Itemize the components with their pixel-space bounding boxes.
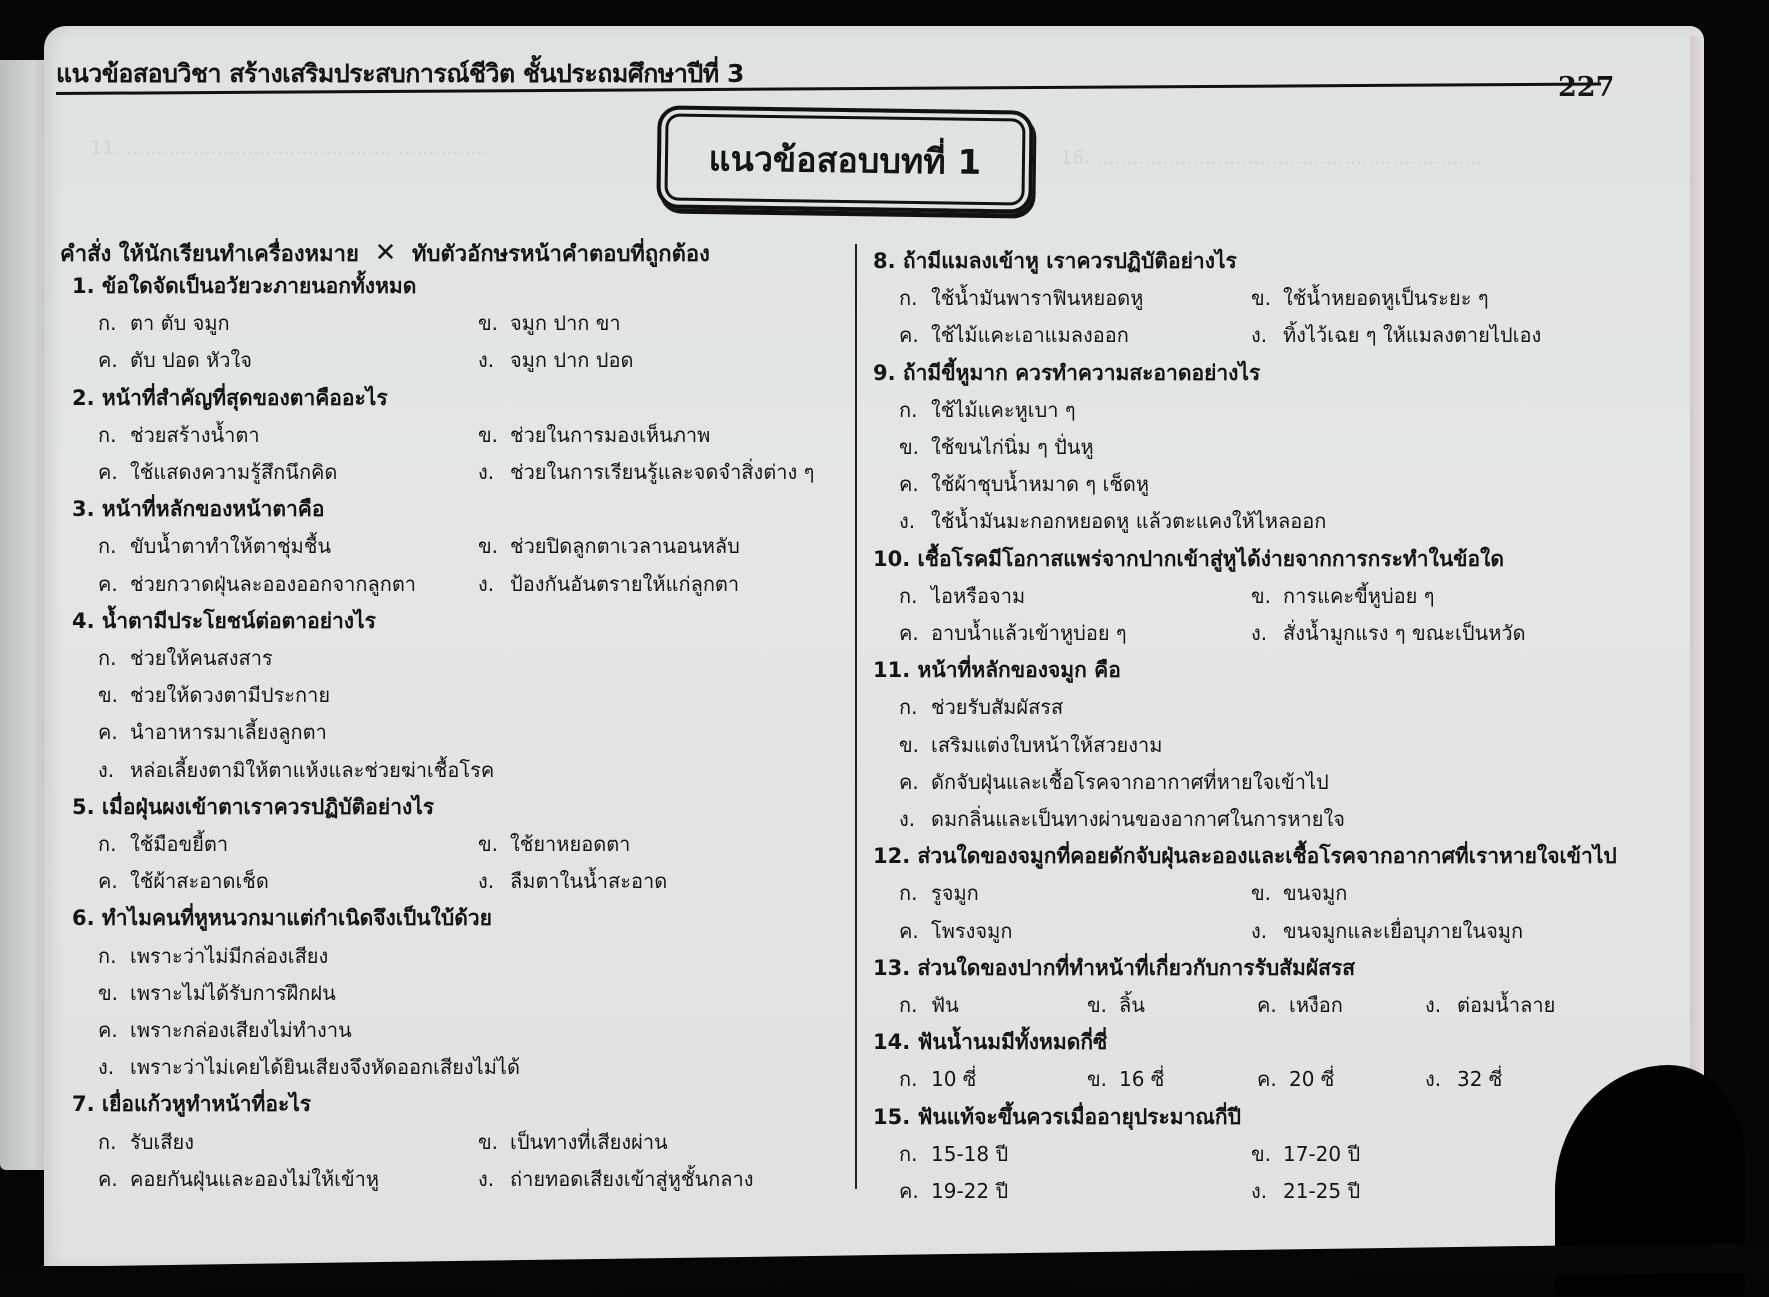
option-letter: ค. xyxy=(98,348,118,373)
section-title-box xyxy=(656,105,1033,213)
question-6 xyxy=(72,900,842,1086)
answer-option[interactable] xyxy=(98,714,842,751)
option-letter: ข. xyxy=(478,1129,499,1154)
option-text: ช่วยรับสัมผัสรส xyxy=(931,695,1064,720)
answer-option[interactable] xyxy=(478,305,842,342)
option-text: ป้องกันอันตรายให้แก่ลูกตา xyxy=(510,571,740,596)
option-text: เพราะกล่องเสียงไม่ทำงาน xyxy=(130,1018,352,1043)
answer-option[interactable] xyxy=(98,938,842,975)
option-letter: ข. xyxy=(1251,881,1272,906)
instruction-text-before: คำสั่ง ให้นักเรียนทำเครื่องหมาย xyxy=(60,242,359,267)
answer-option[interactable] xyxy=(899,466,1673,503)
answer-options xyxy=(873,392,1673,541)
column-divider xyxy=(855,244,857,1189)
option-text: ใช้ไม้แคะเอาแมลงออก xyxy=(931,323,1129,348)
answer-option[interactable] xyxy=(899,1173,1251,1210)
option-letter: ก. xyxy=(899,1067,918,1092)
left-column xyxy=(72,268,842,1198)
option-letter: ค. xyxy=(1257,993,1277,1018)
option-letter: ค. xyxy=(899,769,919,794)
option-letter: ก. xyxy=(98,422,117,447)
answer-options xyxy=(873,987,1673,1024)
option-text: ต่อมน้ำลาย xyxy=(1457,993,1556,1018)
option-text: ช่วยสร้างน้ำตา xyxy=(130,422,260,447)
option-letter: ง. xyxy=(98,1055,115,1080)
answer-option[interactable] xyxy=(899,392,1673,429)
option-text: ช่วยปิดลูกตาเวลานอนหลับ xyxy=(510,534,740,559)
option-text: ใช้มือขยี้ตา xyxy=(130,832,229,857)
option-text: 32 ซี่ xyxy=(1457,1067,1503,1092)
question-15 xyxy=(873,1099,1673,1211)
option-text: โพรงจมูก xyxy=(931,918,1013,943)
answer-options xyxy=(72,305,842,379)
previous-page-edge xyxy=(0,60,48,1170)
option-text: คอยกันฝุ่นและอองไม่ให้เข้าหู xyxy=(130,1166,380,1191)
answer-options xyxy=(873,689,1673,838)
option-letter: ก. xyxy=(98,311,117,336)
answer-option[interactable] xyxy=(98,1161,478,1198)
question-11 xyxy=(873,652,1673,838)
option-letter: ง. xyxy=(899,807,916,832)
answer-option[interactable] xyxy=(899,280,1251,317)
answer-option[interactable] xyxy=(1251,317,1673,354)
option-text: ตา ตับ จมูก xyxy=(130,311,230,336)
option-letter: ง. xyxy=(1251,918,1268,943)
option-text: เป็นทางที่เสียงผ่าน xyxy=(510,1129,668,1154)
option-letter: ง. xyxy=(1425,1067,1442,1092)
answer-option[interactable] xyxy=(899,429,1673,466)
option-letter: ก. xyxy=(98,832,117,857)
question-stem: 4. น้ำตามีประโยชน์ต่อตาอย่างไร xyxy=(72,608,376,633)
answer-option[interactable] xyxy=(899,317,1251,354)
answer-options xyxy=(873,1061,1673,1098)
option-letter: ก. xyxy=(899,695,918,720)
question-stem: 6. ทำไมคนที่หูหนวกมาแต่กำเนิดจึงเป็นใบ้ด้วย xyxy=(72,906,492,931)
option-text: รูจมูก xyxy=(931,881,979,906)
option-letter: ก. xyxy=(98,534,117,559)
option-text: ใช้ขนไก่นิ่ม ๆ ปั่นหู xyxy=(931,435,1094,460)
answer-option[interactable] xyxy=(478,826,842,863)
question-2 xyxy=(72,380,842,492)
option-text: 16 ซี่ xyxy=(1119,1067,1165,1092)
option-letter: ค. xyxy=(899,1179,919,1204)
option-letter: ค. xyxy=(1257,1067,1277,1092)
option-text: ทิ้งไว้เฉย ๆ ให้แมลงตายไปเอง xyxy=(1283,323,1542,348)
question-stem: 11. หน้าที่หลักของจมูก คือ xyxy=(873,658,1121,683)
page-number: 227 xyxy=(1558,72,1615,103)
option-text: เพราะว่าไม่มีกล่องเสียง xyxy=(130,943,329,968)
answer-option[interactable] xyxy=(1257,987,1425,1024)
answer-option[interactable] xyxy=(899,1061,1087,1098)
answer-options xyxy=(873,1136,1673,1210)
answer-option[interactable] xyxy=(899,1136,1251,1173)
answer-option[interactable] xyxy=(1251,913,1673,950)
option-text: ลิ้น xyxy=(1119,993,1145,1018)
option-text: ใช้แสดงความรู้สึกนึกคิด xyxy=(130,460,338,485)
question-stem: 13. ส่วนใดของปากที่ทำหน้าที่เกี่ยวกับการรับสัมผัสรส xyxy=(873,955,1356,980)
question-stem: 9. ถ้ามีขี้หูมาก ควรทำความสะอาดอย่างไร xyxy=(873,360,1261,385)
question-stem: 3. หน้าที่หลักของหน้าตาคือ xyxy=(72,497,325,522)
option-text: จมูก ปาก ปอด xyxy=(510,348,634,373)
question-stem: 7. เยื่อแก้วหูทำหน้าที่อะไร xyxy=(72,1092,312,1117)
option-text: ใช้ยาหยอดตา xyxy=(510,832,631,857)
option-text: ตับ ปอด หัวใจ xyxy=(130,348,252,373)
option-text: 17-20 ปี xyxy=(1283,1141,1361,1166)
option-text: นำอาหารมาเลี้ยงลูกตา xyxy=(130,720,327,745)
answer-option[interactable] xyxy=(1251,615,1673,652)
option-letter: ค. xyxy=(98,571,118,596)
answer-option[interactable] xyxy=(899,987,1087,1024)
answer-option[interactable] xyxy=(478,1124,842,1161)
option-letter: ก. xyxy=(899,881,918,906)
answer-options xyxy=(873,875,1673,949)
answer-option[interactable] xyxy=(98,454,478,491)
option-text: ใช้ไม้แคะหูเบา ๆ xyxy=(931,397,1076,422)
option-text: ไอหรือจาม xyxy=(931,583,1026,608)
option-letter: ง. xyxy=(478,1166,495,1191)
option-text: รับเสียง xyxy=(130,1129,194,1154)
answer-option[interactable] xyxy=(98,975,842,1012)
answer-option[interactable] xyxy=(98,342,478,379)
question-stem: 5. เมื่อฝุ่นผงเข้าตาเราควรปฏิบัติอย่างไร xyxy=(72,794,435,819)
option-letter: ง. xyxy=(1251,1179,1268,1204)
answer-option[interactable] xyxy=(478,454,842,491)
option-letter: ข. xyxy=(478,311,499,336)
option-letter: ก. xyxy=(899,583,918,608)
answer-option[interactable] xyxy=(899,875,1251,912)
answer-option[interactable] xyxy=(899,801,1673,838)
answer-option[interactable] xyxy=(98,863,478,900)
answer-option[interactable] xyxy=(478,863,842,900)
option-letter: ค. xyxy=(899,621,919,646)
answer-option[interactable] xyxy=(98,305,478,342)
answer-options xyxy=(72,1124,842,1198)
option-text: ช่วยให้ดวงตามีประกาย xyxy=(130,683,331,708)
option-letter: ข. xyxy=(1251,583,1272,608)
option-letter: ง. xyxy=(478,348,495,373)
cross-mark-icon: ✕ xyxy=(374,238,397,268)
option-letter: ข. xyxy=(478,832,499,857)
answer-option[interactable] xyxy=(98,1049,842,1086)
option-text: ช่วยในการมองเห็นภาพ xyxy=(510,422,711,447)
answer-option[interactable] xyxy=(478,417,842,454)
answer-option[interactable] xyxy=(98,1012,842,1049)
question-stem: 12. ส่วนใดของจมูกที่คอยดักจับฝุ่นละอองและเชื้อโรคจากอากาศที่เราหายใจเข้าไป xyxy=(873,844,1617,869)
option-letter: ง. xyxy=(1425,993,1442,1018)
option-text: ขนจมูก xyxy=(1283,881,1348,906)
answer-option[interactable] xyxy=(478,566,842,603)
option-letter: ง. xyxy=(478,869,495,894)
option-letter: ก. xyxy=(899,1141,918,1166)
option-text: ใช้น้ำมันพาราฟินหยอดหู xyxy=(931,286,1144,311)
option-letter: ข. xyxy=(98,980,119,1005)
option-text: ขับน้ำตาทำให้ตาชุ่มชื้น xyxy=(130,534,332,559)
option-letter: ก. xyxy=(98,1129,117,1154)
option-text: เสริมแต่งใบหน้าให้สวยงาม xyxy=(931,732,1163,757)
option-text: จมูก ปาก ขา xyxy=(510,311,621,336)
answer-option[interactable] xyxy=(899,689,1673,726)
option-letter: ก. xyxy=(98,943,117,968)
answer-options xyxy=(72,640,842,789)
option-letter: ง. xyxy=(1251,323,1268,348)
answer-options xyxy=(72,938,842,1087)
option-text: ใช้น้ำหยอดหูเป็นระยะ ๆ xyxy=(1283,286,1489,311)
option-text: ช่วยในการเรียนรู้และจดจำสิ่งต่าง ๆ xyxy=(510,460,815,485)
option-letter: ค. xyxy=(899,323,919,348)
answer-option[interactable] xyxy=(98,677,842,714)
answer-option[interactable] xyxy=(98,640,842,677)
option-letter: ค. xyxy=(899,472,919,497)
option-text: ดักจับฝุ่นและเชื้อโรคจากอากาศที่หายใจเข้าไป xyxy=(931,769,1329,794)
option-letter: ข. xyxy=(1251,286,1272,311)
option-letter: ง. xyxy=(899,509,916,534)
option-text: สั่งน้ำมูกแรง ๆ ขณะเป็นหวัด xyxy=(1283,621,1526,646)
answer-option[interactable] xyxy=(1251,578,1673,615)
option-text: ช่วยกวาดฝุ่นละอองออกจากลูกตา xyxy=(130,571,417,596)
answer-option[interactable] xyxy=(1087,1061,1257,1098)
option-text: ฟัน xyxy=(931,993,959,1018)
question-7 xyxy=(72,1086,842,1198)
answer-option[interactable] xyxy=(98,566,478,603)
answer-option[interactable] xyxy=(1087,987,1257,1024)
option-letter: ข. xyxy=(478,422,499,447)
question-stem: 15. ฟันแท้จะขึ้นควรเมื่ออายุประมาณกี่ปี xyxy=(873,1104,1241,1129)
question-stem: 14. ฟันน้ำนมมีทั้งหมดกี่ซี่ xyxy=(873,1030,1108,1055)
question-stem: 8. ถ้ามีแมลงเข้าหู เราควรปฏิบัติอย่างไร xyxy=(873,249,1237,273)
answer-option[interactable] xyxy=(899,764,1673,801)
question-stem: 1. ข้อใดจัดเป็นอวัยวะภายนอกทั้งหมด xyxy=(72,274,417,298)
answer-option[interactable] xyxy=(1425,987,1673,1024)
option-letter: ข. xyxy=(478,534,499,559)
question-4 xyxy=(72,603,842,789)
answer-option[interactable] xyxy=(899,727,1673,764)
option-text: ใช้ผ้าสะอาดเช็ด xyxy=(130,869,269,894)
option-letter: ข. xyxy=(1087,1067,1108,1092)
answer-options xyxy=(72,826,842,900)
question-8 xyxy=(873,243,1673,355)
option-letter: ค. xyxy=(98,460,118,485)
question-stem: 2. หน้าที่สำคัญที่สุดของตาคืออะไร xyxy=(72,385,388,410)
answer-option[interactable] xyxy=(98,528,478,565)
option-text: 20 ซี่ xyxy=(1289,1067,1335,1092)
question-13 xyxy=(873,950,1673,1024)
question-1 xyxy=(72,268,842,380)
option-letter: ข. xyxy=(899,435,920,460)
answer-option[interactable] xyxy=(1257,1061,1425,1098)
question-10 xyxy=(873,541,1673,653)
option-letter: ค. xyxy=(98,720,118,745)
option-text: ลืมตาในน้ำสะอาด xyxy=(510,869,668,894)
option-letter: ง. xyxy=(98,757,115,782)
answer-option[interactable] xyxy=(98,1124,478,1161)
option-letter: ค. xyxy=(899,918,919,943)
option-letter: ก. xyxy=(98,646,117,671)
question-stem: 10. เชื้อโรคมีโอกาสแพร่จากปากเข้าสู่หูได้ง่ายจากการกระทำในข้อใด xyxy=(873,546,1505,571)
question-3 xyxy=(72,491,842,603)
answer-option[interactable] xyxy=(1251,280,1673,317)
answer-option[interactable] xyxy=(478,342,842,379)
option-text: เพราะไม่ได้รับการฝึกฝน xyxy=(130,980,336,1005)
option-text: เพราะว่าไม่เคยได้ยินเสียงจึงหัดออกเสียงไม่ได้ xyxy=(130,1055,520,1080)
page-edge xyxy=(1690,36,1704,1166)
option-letter: ค. xyxy=(98,869,118,894)
option-text: เหงือก xyxy=(1289,993,1343,1018)
option-text: ใช้น้ำมันมะกอกหยอดหู แล้วตะแคงให้ไหลออก xyxy=(931,509,1327,534)
question-12 xyxy=(873,838,1673,950)
answer-option[interactable] xyxy=(478,1161,842,1198)
option-text: การแคะขี้หูบ่อย ๆ xyxy=(1283,583,1435,608)
answer-option[interactable] xyxy=(899,503,1673,540)
option-letter: ง. xyxy=(478,460,495,485)
option-letter: ก. xyxy=(899,397,918,422)
option-letter: ค. xyxy=(98,1166,118,1191)
instruction-text-after: ทับตัวอักษรหน้าคำตอบที่ถูกต้อง xyxy=(412,242,710,267)
option-text: ขนจมูกและเยื่อบุภายในจมูก xyxy=(1283,918,1524,943)
answer-option[interactable] xyxy=(98,826,478,863)
option-letter: ค. xyxy=(98,1018,118,1043)
option-text: 21-25 ปี xyxy=(1283,1179,1361,1204)
answer-option[interactable] xyxy=(478,528,842,565)
right-column xyxy=(873,243,1673,1210)
option-letter: ข. xyxy=(1251,1141,1272,1166)
option-text: หล่อเลี้ยงตามิให้ตาแห้งและช่วยฆ่าเชื้อโรค xyxy=(130,757,495,782)
option-text: 10 ซี่ xyxy=(931,1067,977,1092)
option-letter: ก. xyxy=(899,286,918,311)
option-text: 19-22 ปี xyxy=(931,1179,1009,1204)
option-letter: ข. xyxy=(1087,993,1108,1018)
instruction xyxy=(60,236,710,271)
answer-option[interactable] xyxy=(98,417,478,454)
answer-option[interactable] xyxy=(899,913,1251,950)
answer-option[interactable] xyxy=(899,615,1251,652)
answer-options xyxy=(873,280,1673,354)
question-14 xyxy=(873,1024,1673,1098)
question-9 xyxy=(873,355,1673,541)
option-letter: ข. xyxy=(899,732,920,757)
answer-options xyxy=(72,417,842,491)
option-text: อาบน้ำแล้วเข้าหูบ่อย ๆ xyxy=(931,621,1127,646)
question-5 xyxy=(72,789,842,901)
section-title: แนวข้อสอบบทที่ 1 xyxy=(708,138,982,183)
answer-option[interactable] xyxy=(98,752,842,789)
option-letter: ง. xyxy=(478,571,495,596)
option-letter: ก. xyxy=(899,993,918,1018)
answer-option[interactable] xyxy=(1251,875,1673,912)
running-header-title: แนวข้อสอบวิชา สร้างเสริมประสบการณ์ชีวิต ชั้นประถมศึกษาปีที่ 3 xyxy=(56,59,744,88)
option-text: ถ่ายทอดเสียงเข้าสู่หูชั้นกลาง xyxy=(510,1166,754,1191)
option-letter: ข. xyxy=(98,683,119,708)
answer-options xyxy=(873,578,1673,652)
answer-options xyxy=(72,528,842,602)
option-text: ดมกลิ่นและเป็นทางผ่านของอากาศในการหายใจ xyxy=(931,807,1345,832)
answer-option[interactable] xyxy=(899,578,1251,615)
option-text: ช่วยให้คนสงสาร xyxy=(130,646,273,671)
option-letter: ง. xyxy=(1251,621,1268,646)
option-text: 15-18 ปี xyxy=(931,1141,1009,1166)
option-text: ใช้ผ้าชุบน้ำหมาด ๆ เช็ดหู xyxy=(931,472,1150,497)
